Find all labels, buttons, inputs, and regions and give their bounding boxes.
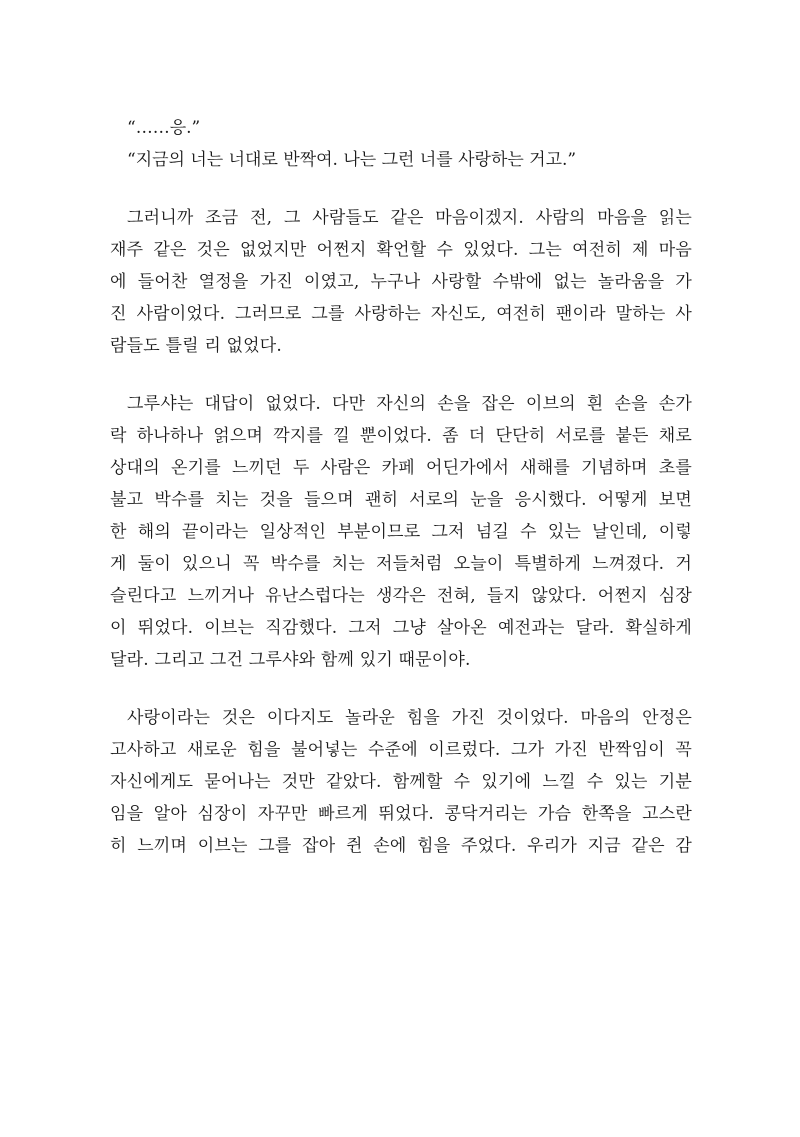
paragraph-line: 재주 같은 것은 없었지만 어쩐지 확언할 수 있었다. 그는 여전히 제 마음 <box>110 240 692 260</box>
paragraph-line: 에 들어찬 열정을 가진 이였고, 누구나 사랑할 수밖에 없는 놀라움을 가 <box>110 272 692 292</box>
paragraph-line: 게 둘이 있으니 꼭 박수를 치는 저들처럼 오늘이 특별하게 느껴졌다. 거 <box>110 554 692 574</box>
paragraph-line: 달라. 그리고 그건 그루샤와 함께 있기 때문이야. <box>110 650 471 670</box>
paragraph-line: 고사하고 새로운 힘을 불어넣는 수준에 이르렀다. 그가 가진 반짝임이 꼭 <box>110 740 692 760</box>
paragraph-line: 락 하나하나 얽으며 깍지를 낄 뿐이었다. 좀 더 단단히 서로를 붙든 채로 <box>110 426 692 446</box>
dialogue-line-2: “지금의 너는 너대로 반짝여. 나는 그런 너를 사랑하는 거고.” <box>127 150 577 170</box>
paragraph-line: 진 사람이었다. 그러므로 그를 사랑하는 자신도, 여전히 팬이라 말하는 사 <box>110 304 692 324</box>
paragraph-line: 사랑이라는 것은 이다지도 놀라운 힘을 가진 것이었다. 마음의 안정은 <box>127 708 692 728</box>
document-page <box>110 112 692 862</box>
paragraph-line: 히 느끼며 이브는 그를 잡아 쥔 손에 힘을 주었다. 우리가 지금 같은 감 <box>110 836 692 856</box>
dialogue-line-1: “……응.” <box>127 118 201 138</box>
paragraph-3 <box>110 702 692 862</box>
paragraph-line: 슬린다고 느끼거나 유난스럽다는 생각은 전혀, 들지 않았다. 어쩐지 심장 <box>110 586 692 606</box>
paragraph-line: 불고 박수를 치는 것을 들으며 괜히 서로의 눈을 응시했다. 어떻게 보면 <box>110 490 692 510</box>
paragraph-line: 자신에게도 묻어나는 것만 같았다. 함께할 수 있기에 느낄 수 있는 기분 <box>110 772 692 792</box>
paragraph-line: 람들도 틀릴 리 없었다. <box>110 336 283 356</box>
paragraph-line: 그루샤는 대답이 없었다. 다만 자신의 손을 잡은 이브의 흰 손을 손가 <box>127 394 692 414</box>
paragraph-2 <box>110 388 692 676</box>
paragraph-line: 상대의 온기를 느끼던 두 사람은 카페 어딘가에서 새해를 기념하며 초를 <box>110 458 692 478</box>
paragraph-line: 한 해의 끝이라는 일상적인 부분이므로 그저 넘길 수 있는 날인데, 이렇 <box>110 522 692 542</box>
paragraph-line: 임을 알아 심장이 자꾸만 빠르게 뛰었다. 콩닥거리는 가슴 한쪽을 고스란 <box>110 804 692 824</box>
paragraph-line: 그러니까 조금 전, 그 사람들도 같은 마음이겠지. 사람의 마음을 읽는 <box>127 208 692 228</box>
paragraph-1 <box>110 202 692 362</box>
paragraph-line: 이 뛰었다. 이브는 직감했다. 그저 그냥 살아온 예전과는 달라. 확실하게 <box>110 618 692 638</box>
